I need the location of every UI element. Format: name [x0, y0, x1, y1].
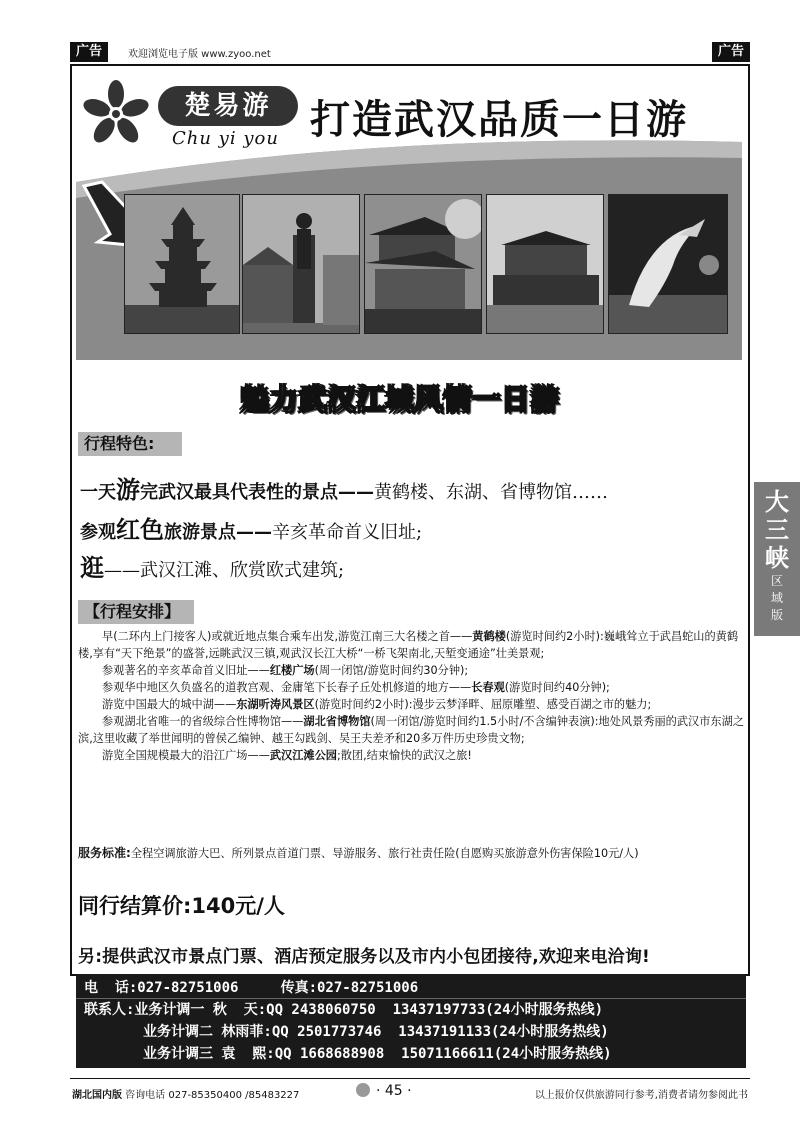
schedule-label: 【行程安排】	[78, 600, 194, 624]
header-bar	[70, 40, 750, 64]
side-tab-label-2: 域	[770, 591, 783, 605]
footer-edition: 湖北国内版	[72, 1090, 122, 1101]
schedule-6b: 武汉江滩公园	[269, 749, 337, 762]
feature-1-big: 游	[116, 476, 140, 504]
schedule-3c: (游览时间约40分钟);	[504, 681, 610, 694]
photo-dolphin-show	[608, 194, 728, 334]
schedule-para-5	[78, 713, 748, 747]
photo-changchun-temple	[364, 194, 482, 334]
schedule-1b: 黄鹤楼	[472, 630, 506, 643]
feature-3-big: 逛	[80, 554, 104, 582]
feature-1-pre: 一天	[80, 482, 116, 503]
brand-name: 楚易游	[158, 86, 298, 126]
schedule-5c: (周一闭馆/游览时间约1.5小时/不含编钟表演):地处风景秀丽的武汉市东湖之滨,这里收藏了举世闻明的曾侯乙编钟、越王勾践剑、吴王夫差矛和20多万件历史珍贵文物;	[78, 715, 744, 745]
service-label: 服务标准:	[78, 846, 131, 860]
schedule-4c: (游览时间约2小时):漫步云梦泽畔、屈原雕塑、感受百湖之市的魅力;	[314, 698, 652, 711]
side-tab-label-1: 区	[770, 574, 783, 588]
features-label: 行程特色:	[78, 432, 182, 456]
schedule-2b: 红楼广场	[269, 664, 315, 677]
contact-row-3: 业务计调三 袁 熙:QQ 1668688908 15071166611(24小时服务热线)	[84, 1046, 612, 1062]
banner-slogan: 打造武汉品质一日游	[310, 97, 688, 143]
schedule-para-4	[78, 696, 748, 713]
schedule-5a: 参观湖北省唯一的省级综合性博物馆——	[102, 715, 304, 728]
feature-3-post: ——武汉江滩、欣赏欧式建筑;	[104, 560, 345, 581]
ad-tag-right: 广告	[712, 42, 750, 62]
feature-line-1	[80, 470, 608, 505]
schedule-4a: 游览中国最大的城中湖——	[102, 698, 237, 711]
contact-row-2: 业务计调二 林雨菲:QQ 2501773746 13437191133(24小时服务热线)	[84, 1024, 609, 1040]
schedule-text	[78, 628, 748, 764]
schedule-3a: 参观华中地区久负盛名的道教宫观、金庸笔下长春子丘处机修道的地方——	[102, 681, 472, 694]
footer-left	[72, 1086, 299, 1101]
region-side-tab	[754, 482, 800, 636]
contact-divider	[76, 998, 746, 999]
side-tab-label-3: 版	[770, 608, 783, 622]
footer-page-number	[356, 1083, 412, 1099]
feature-line-2	[80, 510, 422, 545]
photo-statue-redhouse	[242, 194, 360, 334]
price-line: 同行结算价:140元/人	[78, 894, 285, 918]
feature-2-big: 红色	[116, 516, 164, 544]
schedule-para-3	[78, 679, 748, 696]
schedule-2a: 参观著名的辛亥革命首义旧址——	[102, 664, 270, 677]
schedule-6a: 游览全国规模最大的沿江广场——	[102, 749, 270, 762]
feature-2-mid: 旅游景点——	[164, 522, 272, 543]
schedule-para-1	[78, 628, 748, 662]
footer-rule	[70, 1078, 750, 1079]
page-badge-icon	[356, 1083, 370, 1097]
web-note: 欢迎浏览电子版 www.zyoo.net	[128, 49, 271, 60]
page-number: · 45 ·	[376, 1083, 412, 1099]
feature-1-mid: 完武汉最具代表性的景点——	[140, 482, 374, 503]
contact-row-phone: 电 话:027-82751006 传真:027-82751006	[84, 980, 419, 996]
contact-box	[76, 974, 746, 1068]
feature-line-3	[80, 548, 344, 583]
schedule-1c: (游览时间约2小时):巍峨耸立于武昌蛇山的黄鹤楼,享有“天下绝景”的盛誉,远眺武汉三镇,观武汉长江大桥“一桥飞架南北,天堑变通途”壮美景观;	[78, 630, 739, 660]
page-title: 魅力武汉江城风情一日游	[240, 383, 560, 416]
schedule-5b: 湖北省博物馆	[303, 715, 371, 728]
schedule-6c: ;散团,结束愉快的武汉之旅!	[336, 749, 472, 762]
schedule-para-2	[78, 662, 748, 679]
flower-logo-icon	[80, 78, 152, 150]
schedule-para-6	[78, 747, 748, 764]
brand-pinyin: Chu yi you	[172, 128, 279, 149]
ad-tag-left: 广告	[70, 42, 108, 62]
schedule-1a: 早(二环内上门接客人)或就近地点集合乘车出发,游览江南三大名楼之首——	[102, 630, 473, 643]
service-standard	[78, 844, 639, 861]
footer-disclaimer: 以上报价仅供旅游同行参考,消费者请勿参阅此书	[534, 1090, 748, 1101]
contact-row-1: 联系人:业务计调一 秋 天:QQ 2438060750 13437197733(24小时服务热线)	[84, 1002, 604, 1018]
offer-line: 另:提供武汉市景点门票、酒店预定服务以及市内小包团接待,欢迎来电洽询!	[78, 947, 651, 967]
banner	[76, 72, 742, 360]
schedule-2c: (周一闭馆/游览时间约30分钟);	[314, 664, 469, 677]
feature-2-pre: 参观	[80, 522, 116, 543]
schedule-4b: 东湖听涛风景区	[236, 698, 315, 711]
photo-hubei-museum	[486, 194, 604, 334]
photo-yellow-crane-tower	[124, 194, 240, 334]
schedule-3b: 长春观	[471, 681, 505, 694]
side-tab-title: 大三峡	[765, 487, 789, 572]
feature-1-post: 黄鹤楼、东湖、省博物馆……	[374, 482, 608, 503]
service-text: 全程空调旅游大巴、所列景点首道门票、导游服务、旅行社责任险(自愿购买旅游意外伤害保险10元/人)	[130, 847, 639, 860]
footer-phone: 咨询电话 027-85350400 /85483227	[122, 1090, 300, 1101]
feature-2-post: 辛亥革命首义旧址;	[272, 522, 423, 543]
